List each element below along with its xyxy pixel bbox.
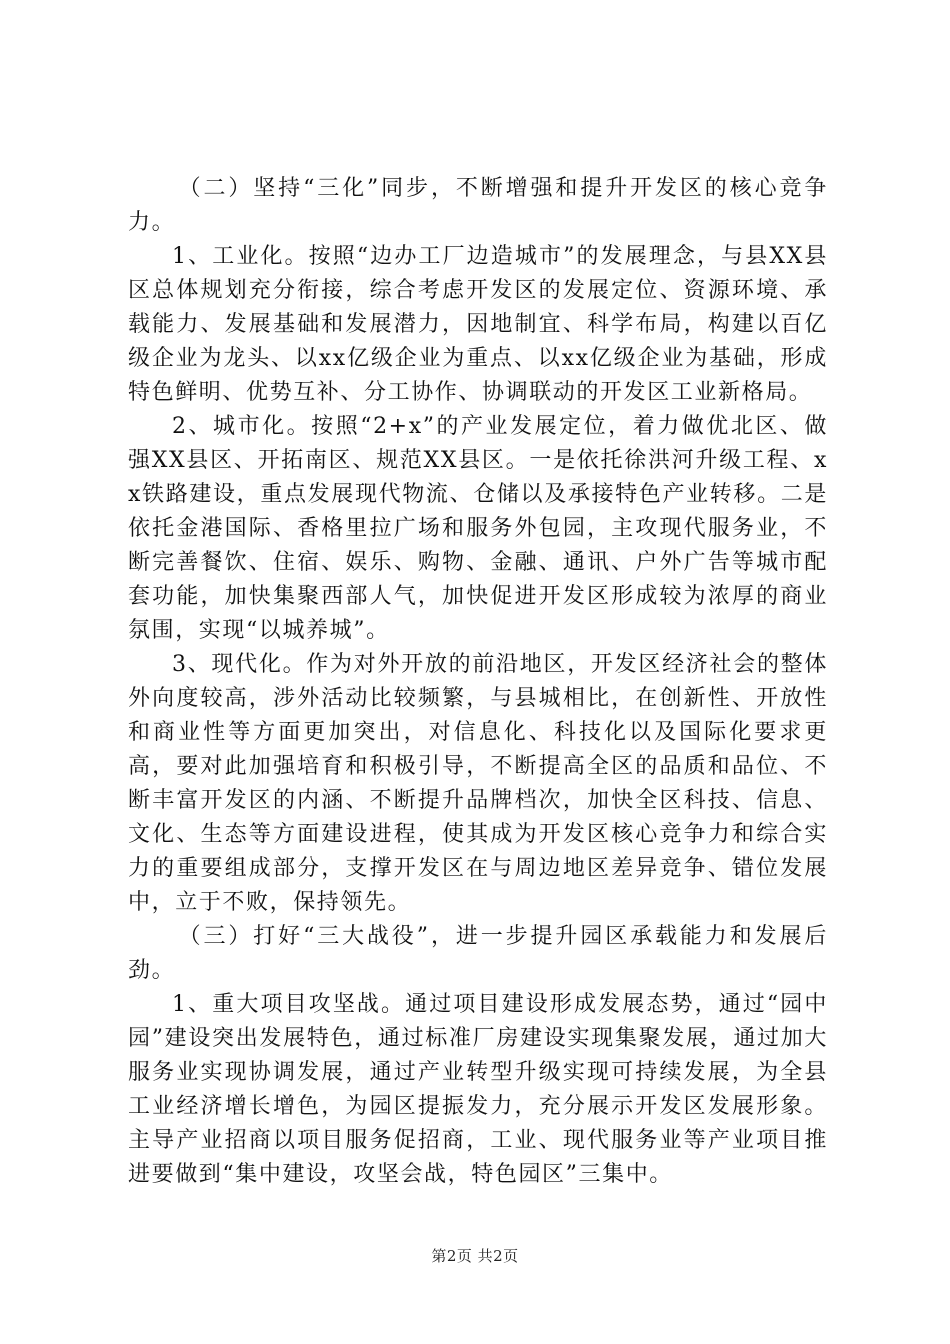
section-heading-two: （二）坚持“三化”同步，不断增强和提升开发区的核心竞争力。 — [128, 176, 828, 235]
page-footer: 第2页 共2页 — [431, 1247, 519, 1265]
section-heading-three: （三）打好“三大战役”，进一步提升园区承载能力和发展后劲。 — [128, 924, 828, 983]
paragraph-major-projects: 1、重大项目攻坚战。通过项目建设形成发展态势，通过“园中园”建设突出发展特色，通过标准厂房建设实现集聚发展，通过加大服务业实现协调发展，通过产业转型升级实现可持续发展，为全县工业经济增长增色，为园区提振发力，充分展示开发区发展形象。主导产业招商以项目服务促招商，工业、现代服务业等产业项目推进要做到“集中建设，攻坚会战，特色园区”三集中。 — [128, 992, 828, 1187]
paragraph-urbanization: 2、城市化。按照“2+x”的产业发展定位，着力做优北区、做强XX县区、开拓南区、规范XX县区。一是依托徐洪河升级工程、xx铁路建设，重点发展现代物流、仓储以及承接特色产业转移。二是依托金港国际、香格里拉广场和服务外包园，主攻现代服务业，不断完善餐饮、住宿、娱乐、购物、金融、通讯、户外广告等城市配套功能，加快集聚西部人气，加快促进开发区形成较为浓厚的商业氛围，实现“以城养城”。 — [128, 414, 828, 643]
paragraph-modernization: 3、现代化。作为对外开放的前沿地区，开发区经济社会的整体外向度较高，涉外活动比较频繁，与县城相比，在创新性、开放性和商业性等方面更加突出，对信息化、科技化以及国际化要求更高，要对此加强培育和积极引导，不断提高全区的品质和品位、不断丰富开发区的内涵、不断提升品牌档次，加快全区科技、信息、文化、生态等方面建设进程，使其成为开发区核心竞争力和综合实力的重要组成部分，支撑开发区在与周边地区差异竞争、错位发展中，立于不败，保持领先。 — [128, 652, 828, 915]
paragraph-industrialization: 1、工业化。按照“边办工厂边造城市”的发展理念，与县XX县区总体规划充分衔接，综合考虑开发区的发展定位、资源环境、承载能力、发展基础和发展潜力，因地制宜、科学布局，构建以百亿级企业为龙头、以xx亿级企业为重点、以xx亿级企业为基础，形成特色鲜明、优势互补、分工协作、协调联动的开发区工业新格局。 — [128, 244, 828, 405]
document-body — [128, 172, 828, 1192]
